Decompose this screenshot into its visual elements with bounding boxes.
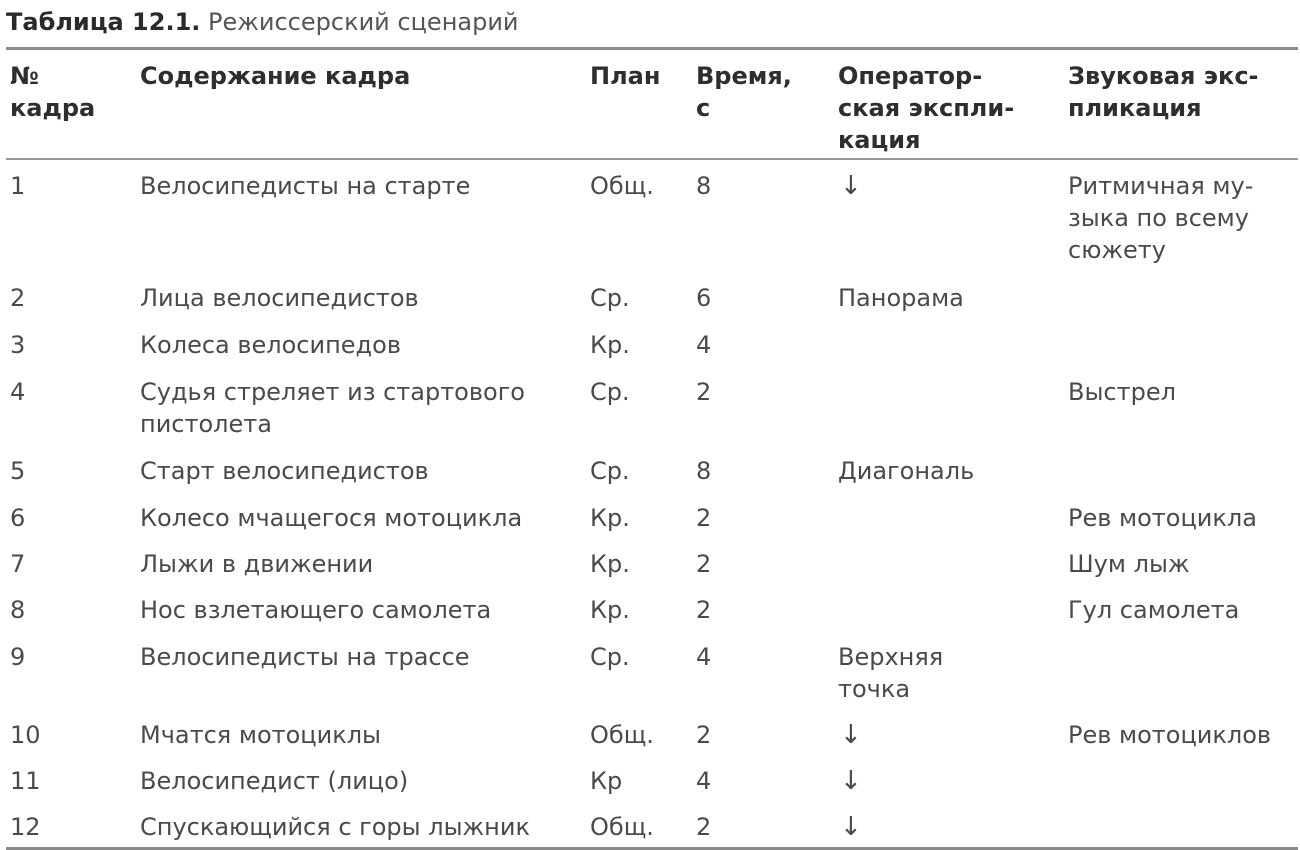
table-row [6, 538, 1298, 584]
shot-plan: Ср. [590, 284, 630, 312]
frame-content: Старт велосипедистов [140, 457, 429, 485]
frame-number: 10 [10, 721, 41, 749]
sound-explication: Гул самолета [1068, 596, 1240, 624]
shot-plan: Ср. [590, 378, 630, 406]
duration: 2 [696, 596, 712, 624]
table-body [6, 160, 1298, 847]
frame-number: 12 [10, 813, 41, 841]
table-header-row [6, 50, 1298, 158]
header-content: Содержание кадра [140, 62, 411, 90]
duration: 4 [696, 331, 712, 359]
frame-content: Судья стреляет из стартового пистолета [140, 378, 525, 438]
duration: 8 [696, 457, 712, 485]
table-row [6, 492, 1298, 538]
sound-explication: Рев мотоциклов [1068, 721, 1272, 749]
caption-label: Таблица 12.1. [6, 8, 201, 36]
frame-number: 11 [10, 767, 41, 795]
camera-explication: Панорама [838, 284, 964, 312]
frame-content: Велосипедист (лицо) [140, 767, 409, 795]
frame-number: 8 [10, 596, 26, 624]
sound-explication: Выстрел [1068, 378, 1176, 406]
header-time: Время, с [696, 62, 792, 122]
frame-content: Колеса велосипедов [140, 331, 401, 359]
sound-explication: Ритмичная му- зыка по всему сюжету [1068, 172, 1254, 264]
duration: 6 [696, 284, 712, 312]
frame-number: 2 [10, 284, 26, 312]
down-arrow-icon: ↓ [840, 812, 862, 842]
down-arrow-icon: ↓ [840, 766, 862, 796]
header-frame-number: № кадра [10, 62, 96, 122]
frame-number: 4 [10, 378, 26, 406]
camera-explication: Диагональ [838, 457, 975, 485]
screenplay-table [6, 47, 1298, 850]
duration: 2 [696, 504, 712, 532]
frame-content: Велосипедисты на старте [140, 172, 471, 200]
frame-content: Велосипедисты на трассе [140, 643, 470, 671]
shot-plan: Кр. [590, 550, 630, 578]
duration: 2 [696, 813, 712, 841]
frame-number: 7 [10, 550, 26, 578]
duration: 8 [696, 172, 712, 200]
table-row [6, 366, 1298, 445]
duration: 4 [696, 643, 712, 671]
duration: 2 [696, 721, 712, 749]
camera-explication: Верхняя точка [838, 643, 944, 703]
table-row [6, 755, 1298, 801]
shot-plan: Кр [590, 767, 623, 795]
shot-plan: Ср. [590, 643, 630, 671]
shot-plan: Кр. [590, 504, 630, 532]
table-row [6, 801, 1298, 847]
table-caption [6, 6, 519, 38]
duration: 4 [696, 767, 712, 795]
sound-explication: Рев мотоцикла [1068, 504, 1257, 532]
duration: 2 [696, 550, 712, 578]
down-arrow-icon: ↓ [840, 171, 862, 201]
frame-content: Мчатся мотоциклы [140, 721, 382, 749]
table-row [6, 160, 1298, 272]
header-sound: Звуковая экс- пликация [1068, 62, 1259, 122]
shot-plan: Кр. [590, 331, 630, 359]
shot-plan: Кр. [590, 596, 630, 624]
frame-number: 1 [10, 172, 26, 200]
shot-plan: Общ. [590, 721, 654, 749]
frame-number: 9 [10, 643, 26, 671]
header-camera: Оператор- ская экспли- кация [838, 62, 1015, 154]
frame-content: Лыжи в движении [140, 550, 374, 578]
frame-content: Нос взлетающего самолета [140, 596, 492, 624]
header-plan: План [590, 62, 661, 90]
table-row [6, 445, 1298, 492]
frame-content: Лица велосипедистов [140, 284, 419, 312]
shot-plan: Общ. [590, 813, 654, 841]
table-row [6, 272, 1298, 319]
table-row [6, 631, 1298, 709]
sound-explication: Шум лыж [1068, 550, 1190, 578]
frame-content: Колесо мчащегося мотоцикла [140, 504, 523, 532]
frame-number: 5 [10, 457, 26, 485]
shot-plan: Ср. [590, 457, 630, 485]
table-row [6, 319, 1298, 366]
table-row [6, 584, 1298, 631]
caption-text: Режиссерский сценарий [208, 8, 519, 36]
shot-plan: Общ. [590, 172, 654, 200]
down-arrow-icon: ↓ [840, 720, 862, 750]
duration: 2 [696, 378, 712, 406]
frame-content: Спускающийся с горы лыжник [140, 813, 530, 841]
table-row [6, 709, 1298, 755]
frame-number: 3 [10, 331, 26, 359]
frame-number: 6 [10, 504, 26, 532]
